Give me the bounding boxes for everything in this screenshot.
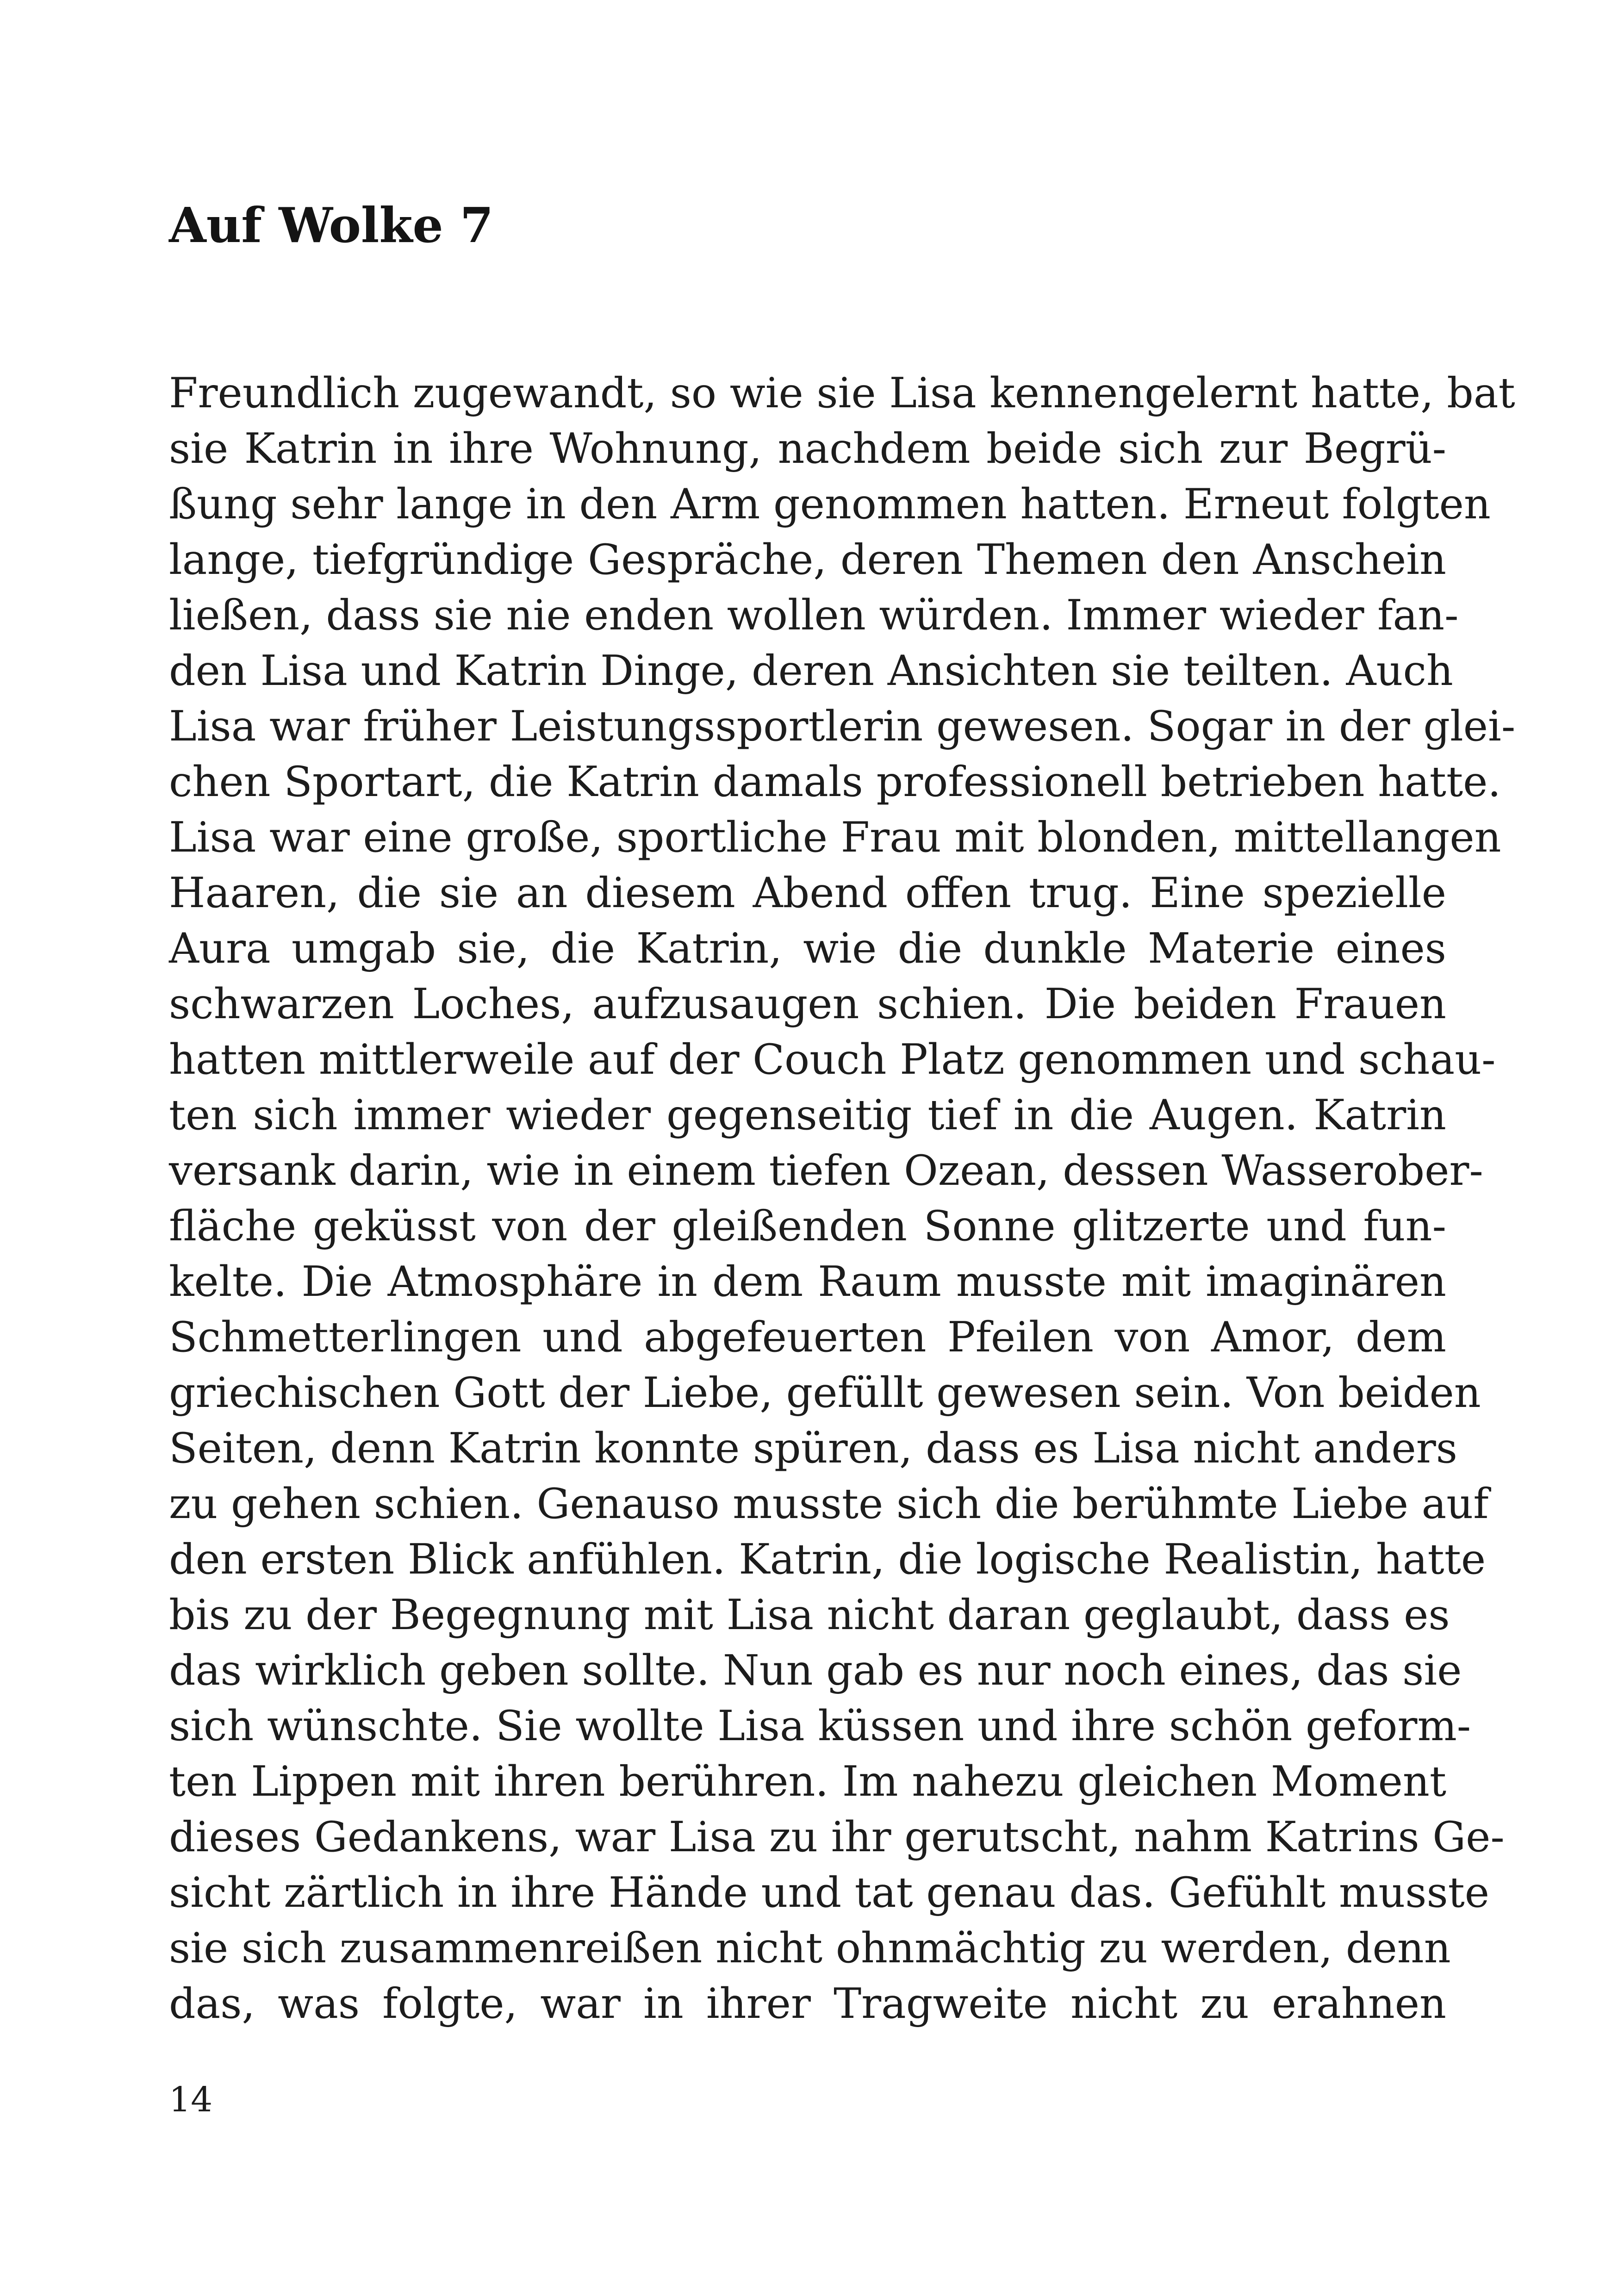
text-line: sie Katrin in ihre Wohnung, nachdem beide sich zur Begrü-	[169, 424, 1446, 473]
text-line: sie sich zusammenreißen nicht ohnmächtig zu werden, denn	[169, 1924, 1451, 1972]
text-line: sich wünschte. Sie wollte Lisa küssen und ihre schön geform-	[169, 1702, 1471, 1750]
text-line: sicht zärtlich in ihre Hände und tat genau das. Gefühlt musste	[169, 1868, 1490, 1917]
text-line: den Lisa und Katrin Dinge, deren Ansichten sie teilten. Auch	[169, 647, 1453, 695]
text-line: kelte. Die Atmosphäre in dem Raum musste mit imaginären	[169, 1257, 1446, 1306]
text-line: bis zu der Begegnung mit Lisa nicht daran geglaubt, dass es	[169, 1591, 1450, 1639]
text-line: lange, tiefgründige Gespräche, deren Themen den Anschein	[169, 535, 1446, 584]
text-line: Haaren, die sie an diesem Abend offen trug. Eine spezielle	[169, 869, 1446, 917]
text-line: dieses Gedankens, war Lisa zu ihr gerutscht, nahm Katrins Ge-	[169, 1813, 1505, 1861]
chapter-title: Auf Wolke 7	[169, 197, 494, 254]
text-line: ten sich immer wieder gegenseitig tief in die Augen. Katrin	[169, 1091, 1446, 1139]
text-line: schwarzen Loches, aufzusaugen schien. Die beiden Frauen	[169, 980, 1446, 1028]
text-line: das wirklich geben sollte. Nun gab es nur noch eines, das sie	[169, 1646, 1462, 1695]
text-line: versank darin, wie in einem tiefen Ozean, dessen Wasserober-	[169, 1146, 1483, 1195]
text-line: Schmetterlingen und abgefeuerten Pfeilen von Amor, dem	[169, 1313, 1446, 1362]
text-line: chen Sportart, die Katrin damals professionell betrieben hatte.	[169, 758, 1501, 806]
text-line: zu gehen schien. Genauso musste sich die berühmte Liebe auf	[169, 1480, 1489, 1528]
text-line: Freundlich zugewandt, so wie sie Lisa kennengelernt hatte, bat	[169, 369, 1515, 417]
body-text	[169, 366, 1516, 2032]
text-line: ßung sehr lange in den Arm genommen hatten. Erneut folgten	[169, 480, 1491, 529]
text-line: Lisa war früher Leistungssportlerin gewesen. Sogar in der glei-	[169, 702, 1516, 751]
page-number: 14	[169, 2080, 213, 2120]
text-line: ließen, dass sie nie enden wollen würden. Immer wieder fan-	[169, 591, 1459, 640]
text-line: Aura umgab sie, die Katrin, wie die dunkle Materie eines	[169, 924, 1446, 973]
text-line: hatten mittlerweile auf der Couch Platz genommen und schau-	[169, 1035, 1496, 1084]
text-line: das, was folgte, war in ihrer Tragweite nicht zu erahnen	[169, 1979, 1446, 2028]
text-line: den ersten Blick anfühlen. Katrin, die logische Realistin, hatte	[169, 1535, 1486, 1584]
text-line: ten Lippen mit ihren berühren. Im nahezu gleichen Moment	[169, 1757, 1446, 1806]
text-line: griechischen Gott der Liebe, gefüllt gewesen sein. Von beiden	[169, 1369, 1481, 1417]
text-line: Seiten, denn Katrin konnte spüren, dass es Lisa nicht anders	[169, 1424, 1457, 1473]
text-line: fläche geküsst von der gleißenden Sonne glitzerte und fun-	[169, 1202, 1446, 1251]
text-line: Lisa war eine große, sportliche Frau mit blonden, mittellangen	[169, 813, 1501, 862]
